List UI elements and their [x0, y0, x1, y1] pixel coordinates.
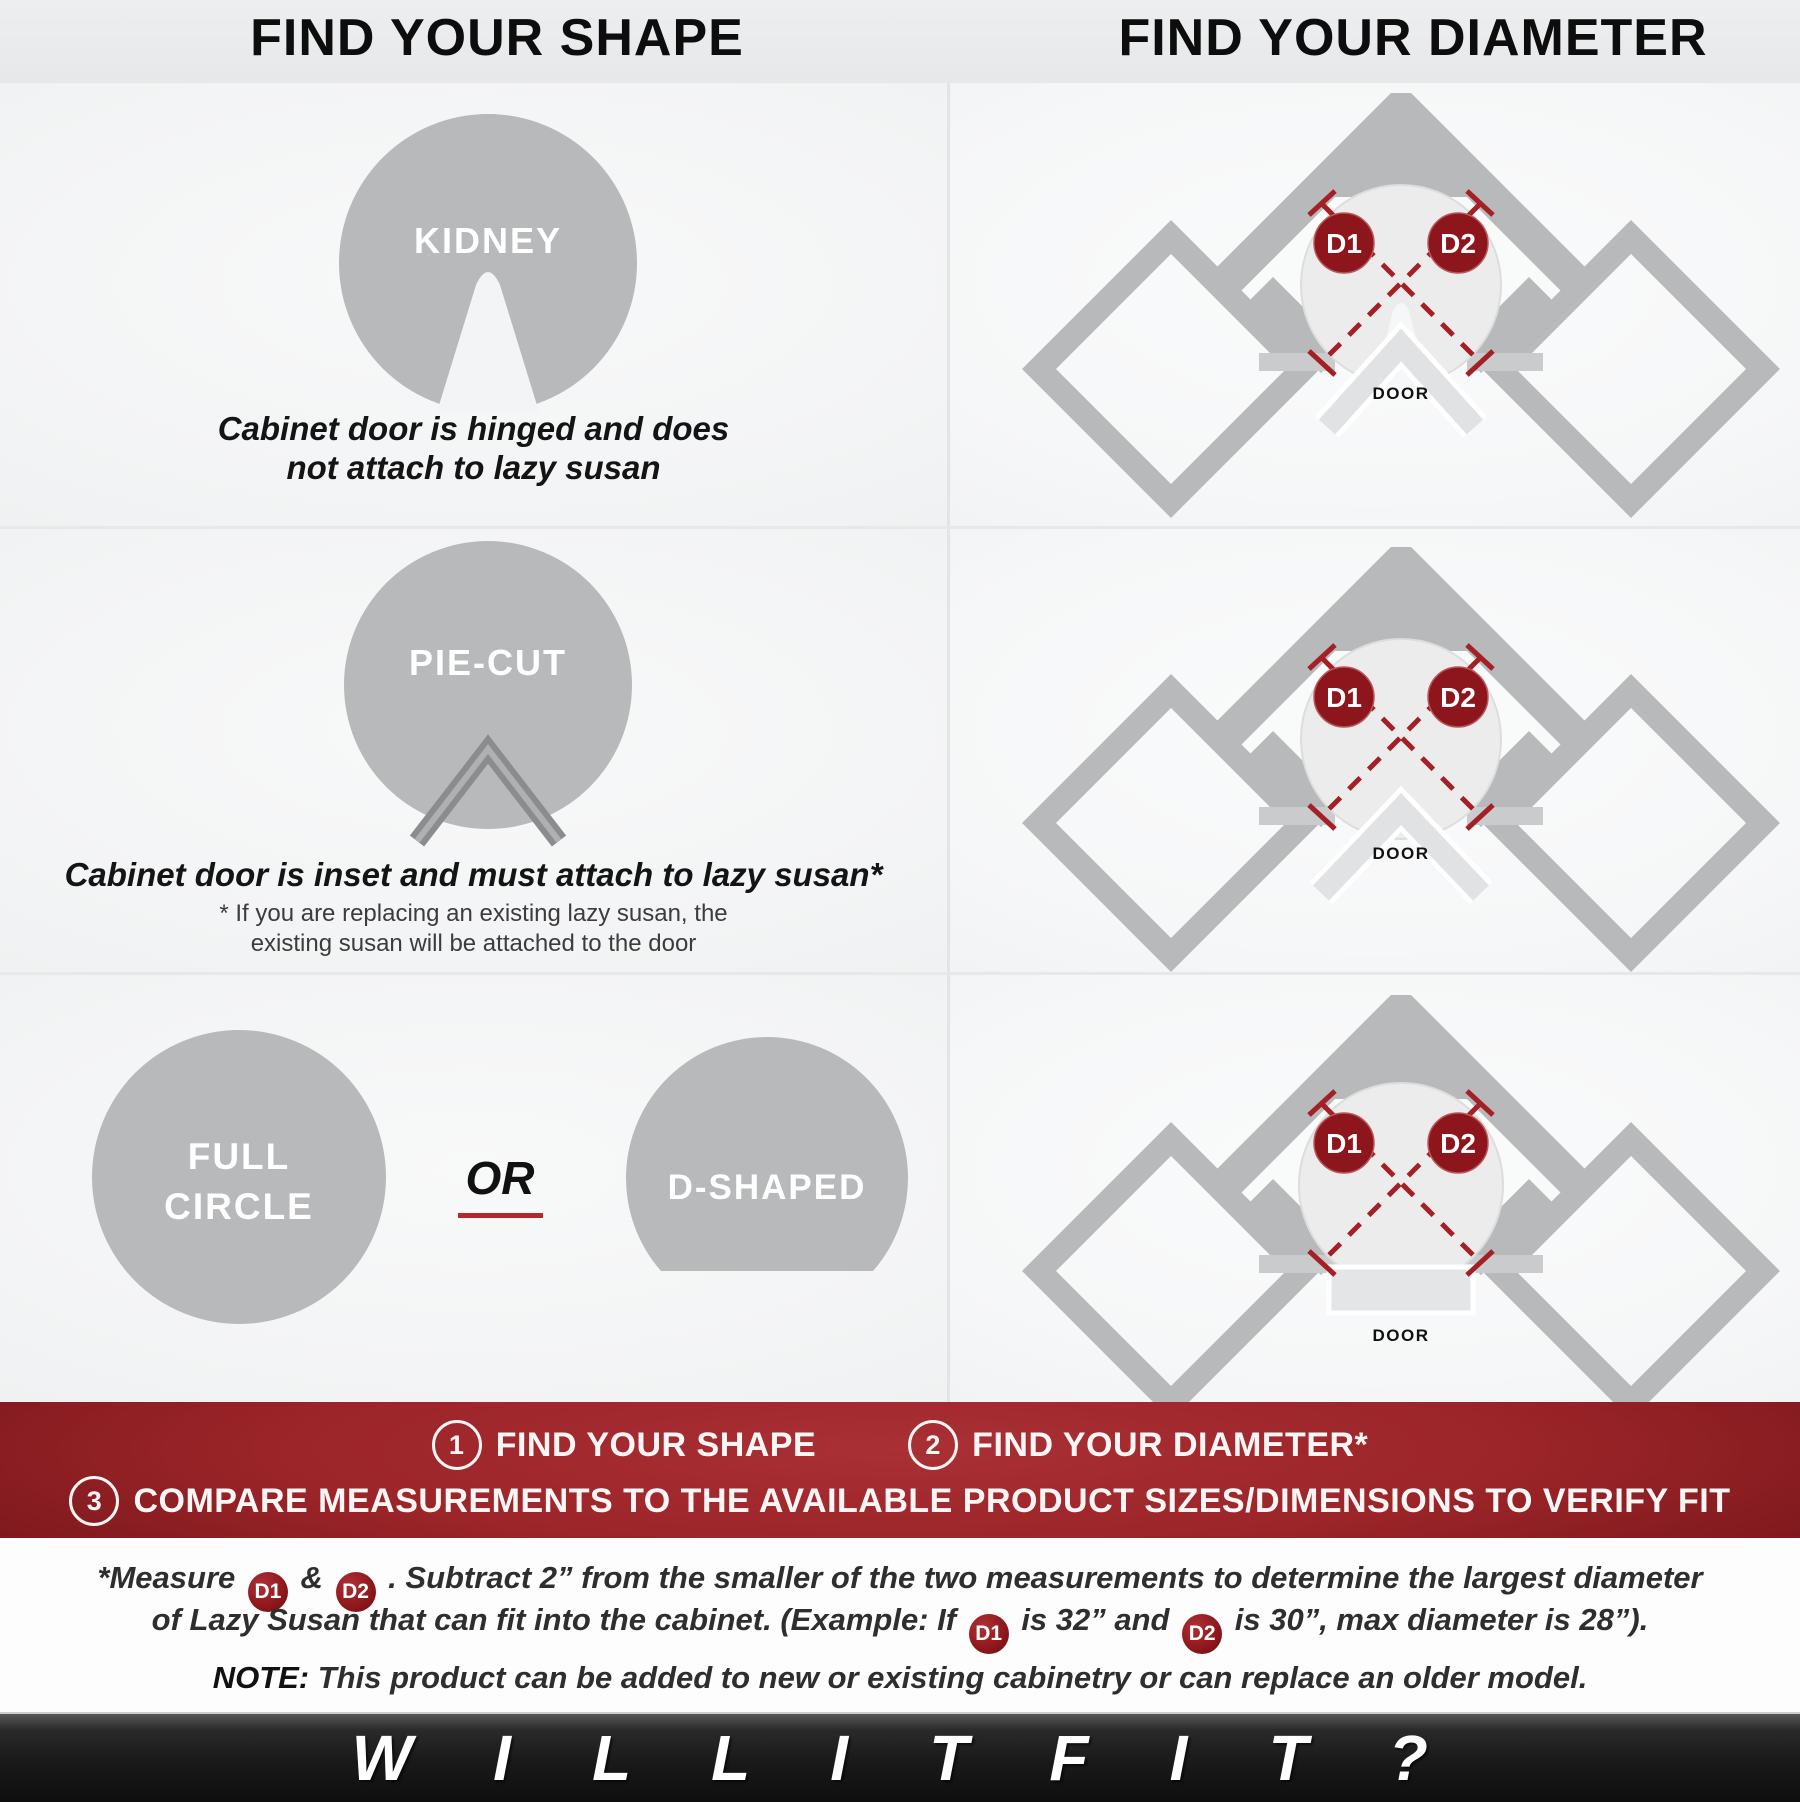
row-kidney	[0, 83, 1800, 526]
or-label: OR	[458, 1151, 543, 1218]
will-it-fit-title: W I L L I T F I T ?	[351, 1722, 1449, 1794]
d2-badge-label: D2	[1440, 228, 1476, 259]
door-label: DOOR	[1372, 1326, 1430, 1345]
steps-line-2	[0, 1476, 1800, 1526]
footnote-text: *Measure	[97, 1560, 236, 1595]
step-3-number-icon: 3	[69, 1476, 119, 1526]
footnote-text: of Lazy Susan that can fit into the cabinet. (Example: If	[151, 1602, 957, 1637]
door-label: DOOR	[1372, 384, 1430, 403]
step-1-number-icon: 1	[432, 1420, 482, 1470]
d1-badge	[1314, 667, 1374, 727]
step-2-number-icon: 2	[908, 1420, 958, 1470]
d1-inline-badge: D1	[969, 1614, 1009, 1654]
kidney-label: KIDNEY	[413, 220, 563, 261]
step-2-label: FIND YOUR DIAMETER*	[972, 1425, 1369, 1464]
d1-badge	[1314, 1113, 1374, 1173]
kidney-cabinet-diagram	[1021, 93, 1781, 525]
pie-cut-caption-line1: Cabinet door is inset and must attach to lazy susan*	[64, 856, 883, 893]
pie-cut-footnote	[0, 899, 947, 959]
d2-badge-label: D2	[1440, 682, 1476, 713]
d2-inline-badge: D2	[336, 1572, 376, 1612]
d-shaped-label: D-SHAPED	[667, 1168, 867, 1207]
full-circle-label-line2: CIRCLE	[164, 1186, 314, 1227]
step-2	[908, 1420, 1368, 1470]
d-shaped-shape-icon	[617, 1027, 917, 1327]
footnote-text: . Subtract 2” from the smaller of the two measurements to determine the largest diameter	[388, 1560, 1703, 1595]
step-1	[432, 1420, 816, 1470]
step-3-label: COMPARE MEASUREMENTS TO THE AVAILABLE PRODUCT SIZES/DIMENSIONS TO VERIFY FIT	[133, 1481, 1731, 1520]
d1-inline-badge: D1	[248, 1572, 288, 1612]
shape-column-title: FIND YOUR SHAPE	[250, 9, 744, 67]
footnote-line-2	[0, 1602, 1800, 1654]
steps-line-1	[0, 1420, 1800, 1470]
d1-badge-label: D1	[1326, 682, 1362, 713]
step-3	[69, 1476, 1730, 1526]
straight-door-cabinet-diagram	[1021, 995, 1781, 1405]
straight-door-diagram-cell	[950, 975, 1800, 1405]
row-full-circle-d-shaped	[0, 972, 1800, 1405]
will-it-fit-banner	[0, 1712, 1800, 1802]
pie-cut-footnote-line2: existing susan will be attached to the door	[250, 930, 697, 957]
step-1-label: FIND YOUR SHAPE	[495, 1425, 817, 1464]
diameter-column-title: FIND YOUR DIAMETER	[1118, 9, 1708, 67]
or-separator	[440, 1151, 560, 1218]
d2-badge	[1428, 1113, 1488, 1173]
footnote-text: is 30”, max diameter is 28”).	[1234, 1602, 1649, 1637]
row-pie-cut	[0, 526, 1800, 975]
footnote-text: &	[300, 1560, 323, 1595]
door-label: DOOR	[1372, 844, 1430, 863]
d1-badge-label: D1	[1326, 228, 1362, 259]
pie-cut-footnote-line1: * If you are replacing an existing lazy susan, the	[219, 900, 728, 927]
d2-inline-badge: D2	[1182, 1614, 1222, 1654]
kidney-caption-line1: Cabinet door is hinged and does	[217, 410, 730, 447]
pie-cut-diagram-cell	[950, 529, 1800, 975]
pie-cut-shape-cell	[0, 529, 947, 975]
note-label: NOTE:	[212, 1660, 310, 1695]
steps-banner	[0, 1402, 1800, 1538]
measure-footnote	[0, 1538, 1800, 1712]
d1-badge-label: D1	[1326, 1128, 1362, 1159]
full-circle-label-line1: FULL	[187, 1136, 291, 1177]
full-circle-shape-icon	[89, 1027, 389, 1327]
pie-cut-cabinet-diagram	[1021, 547, 1781, 975]
full-circle-d-shaped-cell	[0, 975, 947, 1405]
d2-badge	[1428, 667, 1488, 727]
kidney-caption-line2: not attach to lazy susan	[286, 449, 661, 486]
kidney-shape-cell	[0, 83, 947, 526]
footnote-text: is 32” and	[1021, 1602, 1170, 1637]
d2-badge	[1428, 213, 1488, 273]
pie-cut-label: PIE-CUT	[409, 642, 567, 683]
d2-badge-label: D2	[1440, 1128, 1476, 1159]
d1-badge	[1314, 213, 1374, 273]
kidney-diagram-cell	[950, 83, 1800, 526]
kidney-shape-icon	[338, 113, 638, 413]
note-line	[0, 1660, 1800, 1696]
header-band	[0, 0, 1800, 83]
note-text: This product can be added to new or existing cabinetry or can replace an older model.	[317, 1660, 1588, 1695]
pie-cut-caption	[0, 855, 947, 894]
kidney-caption	[0, 409, 947, 487]
pie-cut-shape-icon	[338, 537, 638, 857]
door-straight-icon	[1329, 1267, 1473, 1313]
